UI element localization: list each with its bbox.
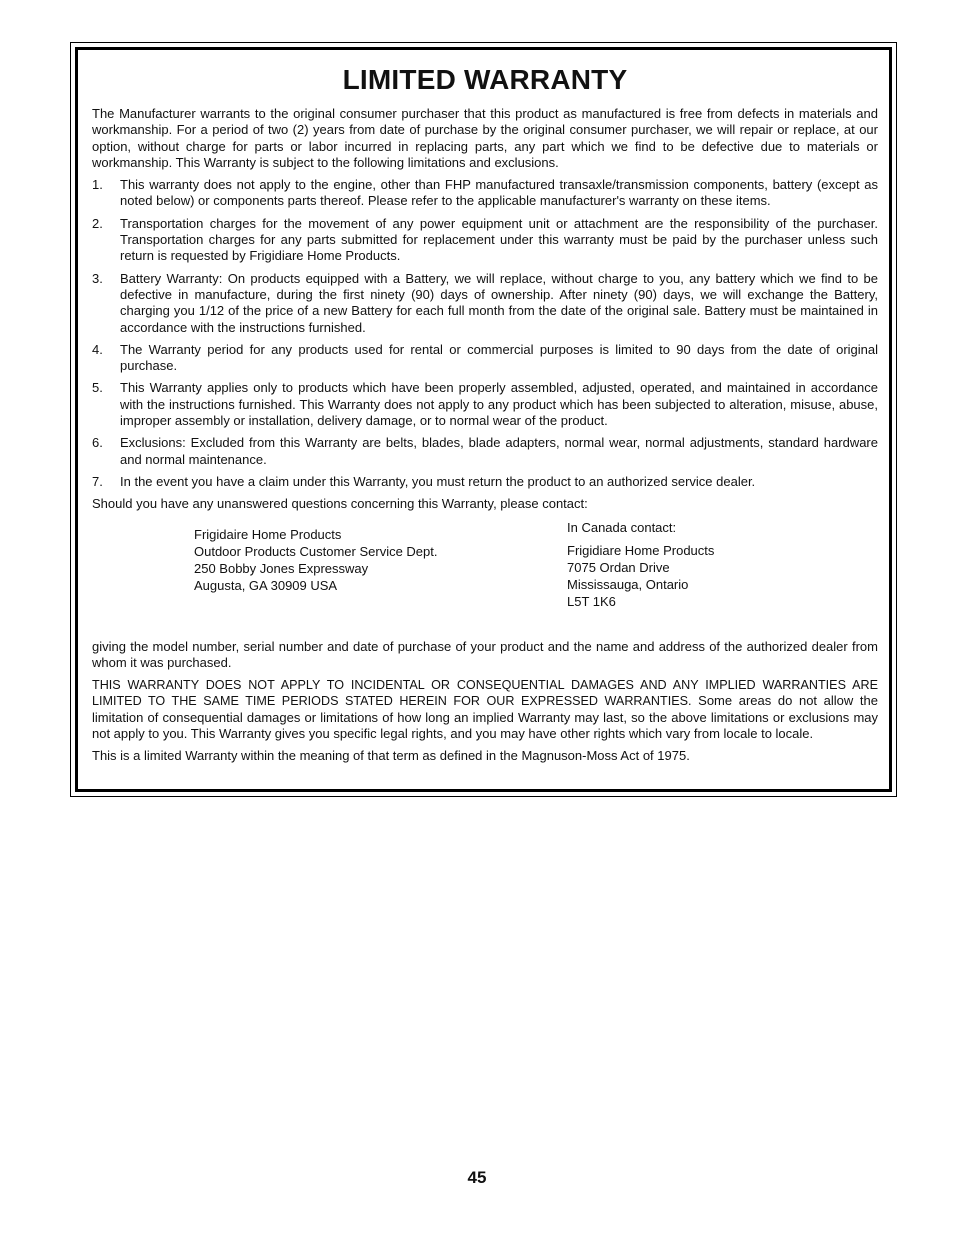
list-item bbox=[92, 435, 878, 468]
disclaimer-rest: Some areas do not allow the limitation of consequential damages or limitations of how long an implied Warranty may last, so the above limitations or exclusions may not apply to you. This Warranty gives you specific legal rights, and you may have other rights which vary from locale to locale. bbox=[92, 693, 878, 742]
canada-contact-heading: In Canada contact: bbox=[567, 519, 677, 535]
disclaimer-caps: THIS WARRANTY DOES NOT APPLY TO INCIDENTAL OR CONSEQUENTIAL DAMAGES AND ANY IMPLIED WARRANTIES ARE LIMITED TO THE SAME TIME PERIODS STATED HEREIN FOR OUR EXPRESSED WARRANTIES. bbox=[92, 678, 878, 709]
intro-paragraph: The Manufacturer warrants to the original consumer purchaser that this product as manufactured is free from defects in materials and workmanship. For a period of two (2) years from date of purchase by the original consumer purchaser, we will repair or replace, at our option, without charge for parts or labor incurred in replacing parts, any part which we find to be defective due to materials or workmanship. This Warranty is subject to the following limitations and exclusions. bbox=[92, 106, 878, 170]
warranty-content bbox=[92, 62, 878, 771]
us-address bbox=[194, 526, 438, 594]
list-item bbox=[92, 216, 878, 265]
list-item-number: 1. bbox=[92, 177, 103, 193]
list-item-text: Transportation charges for the movement of any power equipment unit or attachment are the responsibility of the purchaser. Transportation charges for any parts submitted for replacement under this warranty must be paid by the purchaser unless such return is requested by Frigidiare Home Products. bbox=[120, 215, 878, 264]
list-item-number: 4. bbox=[92, 341, 103, 357]
list-item bbox=[92, 177, 878, 210]
page-title: LIMITED WARRANTY bbox=[342, 64, 628, 95]
limitations-list bbox=[92, 177, 878, 490]
address-line: Augusta, GA 30909 USA bbox=[194, 577, 338, 593]
list-item bbox=[92, 474, 878, 490]
address-line: Frigidaire Home Products bbox=[194, 526, 342, 542]
list-item-number: 5. bbox=[92, 380, 103, 396]
list-item bbox=[92, 342, 878, 375]
disclaimer-paragraph bbox=[92, 677, 878, 742]
address-line: Mississauga, Ontario bbox=[567, 576, 689, 592]
list-item-text: This warranty does not apply to the engine, other than FHP manufactured transaxle/transmission components, battery (except as noted below) or components parts thereof. Please refer to the applicable manufacturer's warranty on these items. bbox=[120, 177, 878, 209]
giving-paragraph: giving the model number, serial number and date of purchase of your product and the name and address of the authorized dealer from whom it was purchased. bbox=[92, 638, 878, 670]
list-item bbox=[92, 380, 878, 429]
list-item-number: 2. bbox=[92, 215, 103, 231]
contact-intro: Should you have any unanswered questions concerning this Warranty, please contact: bbox=[92, 496, 588, 512]
address-line: Frigidiare Home Products bbox=[567, 542, 715, 558]
list-item-number: 6. bbox=[92, 435, 103, 451]
list-item-number: 3. bbox=[92, 270, 103, 286]
address-line: 250 Bobby Jones Expressway bbox=[194, 560, 369, 576]
list-item-text: In the event you have a claim under this Warranty, you must return the product to an authorized service dealer. bbox=[120, 473, 756, 489]
list-item-text: This Warranty applies only to products which have been properly assembled, adjusted, operated, and maintained in accordance with the instructions furnished. This Warranty does not apply to any product which has been subjected to alteration, misuse, abuse, improper assembly or installation, delivery damage, or to normal wear of the product. bbox=[120, 380, 878, 429]
list-item-text: The Warranty period for any products used for rental or commercial purposes is limited to 90 days from the date of original purchase. bbox=[120, 341, 878, 374]
page-number: 45 bbox=[467, 1168, 487, 1187]
magnuson-moss-paragraph: This is a limited Warranty within the meaning of that term as defined in the Magnuson-Moss Act of 1975. bbox=[92, 748, 690, 764]
address-line: L5T 1K6 bbox=[567, 593, 616, 609]
list-item bbox=[92, 271, 878, 336]
contact-addresses bbox=[92, 519, 878, 631]
list-item-number: 7. bbox=[92, 473, 103, 489]
list-item-text: Exclusions: Excluded from this Warranty are belts, blades, blade adapters, normal wear, normal adjustments, standard hardware and normal maintenance. bbox=[120, 435, 878, 467]
address-line: Outdoor Products Customer Service Dept. bbox=[194, 543, 438, 559]
address-line: 7075 Ordan Drive bbox=[567, 559, 670, 575]
list-item-text: Battery Warranty: On products equipped with a Battery, we will replace, without charge to you, any battery which we find to be defective in manufacture, during the first ninety (90) days of ownership. After ninety (90) days, we will exchange the Battery, charging you 1/12 of the price of a new Battery for each full month from the date of the original sale. Battery must be maintained in accordance with the instructions furnished. bbox=[120, 270, 878, 335]
canada-address bbox=[567, 519, 714, 610]
